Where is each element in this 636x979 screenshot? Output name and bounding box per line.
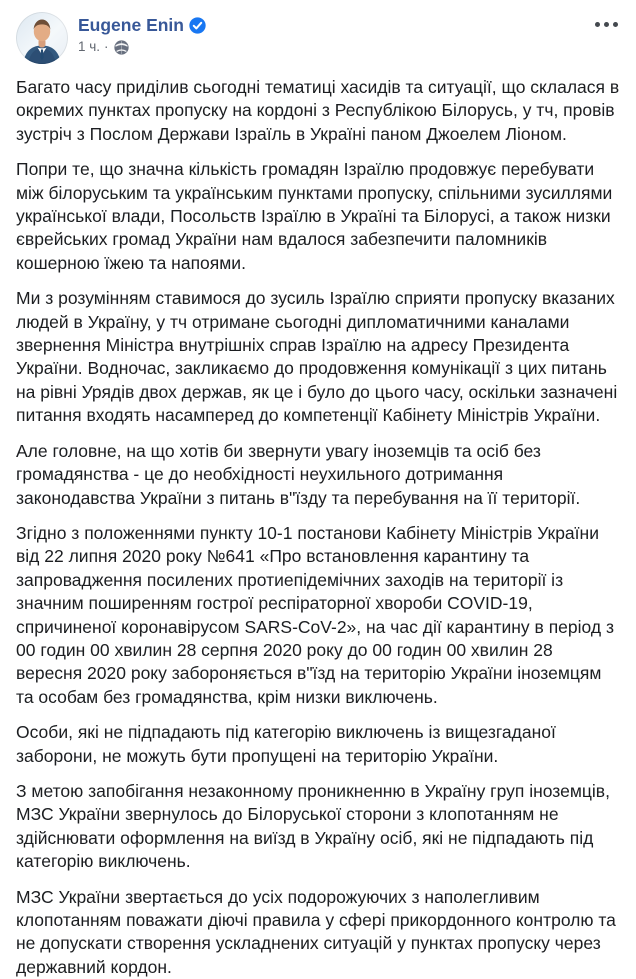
post-paragraph: Багато часу приділив сьогодні тематиці хасидів та ситуації, що склалася в окремих пунктах пропуску на кордоні з Республікою Білорусь, у тч, провів зустріч з Послом Держави Ізраїль в Україні паном Джоелем Ліоном. — [16, 77, 620, 144]
post-paragraph: З метою запобігання незаконному проникненню в Україну груп іноземців, МЗС України звернулось до Білоруської сторони з клопотанням не здійснювати оформлення на виїзд в Україну осіб, які не підпадають під категорію виключень. — [16, 780, 610, 872]
more-options-button[interactable] — [590, 14, 622, 34]
post-meta — [78, 39, 206, 55]
avatar[interactable] — [16, 12, 68, 64]
meta-separator: · — [104, 39, 109, 54]
post-paragraph: МЗС України звертається до усіх подорожуючих з наполегливим клопотанням поважати діючі правила у сфері прикордонного контролю та не допускати створення ускладнених ситуацій у пунктах пропуску через державний кордон. — [16, 886, 616, 977]
post-paragraph: Особи, які не підпадають під категорію виключень із вищезгаданої заборони, не можуть бути пропущені на територію України. — [16, 722, 556, 766]
author-name-link[interactable]: Eugene Enin — [78, 15, 184, 35]
profile-photo-icon — [16, 12, 68, 64]
ellipsis-icon — [595, 22, 618, 27]
timestamp-link[interactable]: 1 ч. — [78, 39, 101, 54]
globe-public-icon — [114, 40, 129, 55]
post-paragraph: Попри те, що значна кількість громадян Ізраїлю продовжує перебувати між білоруським та українським пунктами пропуску, спільними зусиллями української влади, Посольств Ізраїлю в Україні та Білорусі, а також низки єврейських громад України нам вдалося забезпечити паломників кошерною їжею та напоями. — [16, 159, 613, 273]
post-paragraph: Згідно з положеннями пункту 10-1 постанови Кабінету Міністрів України від 22 липня 2020 року №641 «Про встановлення карантину та запровадження посилених протиепідемічних заходів на території із значним поширенням гострої респіраторної хвороби COVID-19, спричиненої коронавірусом SARS-CoV-2», на час дії карантину в період з 00 годин 00 хвилин 28 серпня 2020 року до 00 годин 00 хвилин 28 вересня 2020 року забороняється в"їзд на територію України іноземцям та особам без громадянства, крім низки виключень. — [16, 522, 614, 707]
header-text — [78, 12, 206, 55]
post-header — [0, 0, 636, 72]
post-paragraph: Але головне, на що хотів би звернути увагу іноземців та осіб без громадянства - це до необхідності неухильного дотримання законодавства України з питань в"їзду та перебування на її території. — [16, 440, 581, 508]
post-body — [0, 72, 636, 979]
post-paragraph: Ми з розумінням ставимося до зусиль Ізраїлю сприяти пропуску вказаних людей в Україну, у тч отримане сьогодні дипломатичними каналами звернення Міністра внутрішніх справ Ізраїлю на адресу Президента України. Водночас, закликаємо до продовження комунікації з цих питань на рівні Урядів двох держав, як це і було до цього часу, оскільки зазначені питання входять насамперед до компетенції Кабінету Міністрів України. — [16, 288, 618, 426]
verified-badge-icon — [189, 17, 206, 34]
